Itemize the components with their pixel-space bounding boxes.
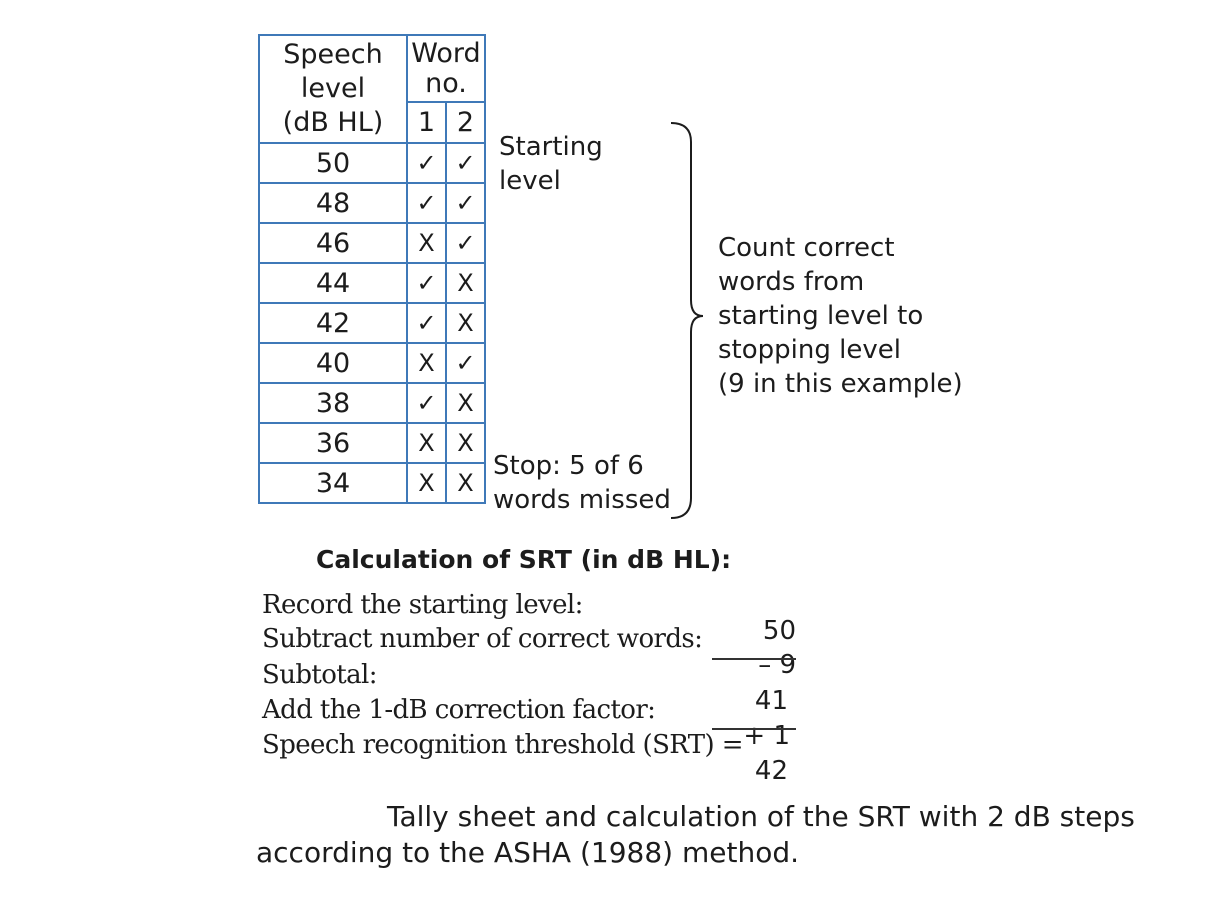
count-note-line: words from — [718, 267, 865, 297]
tally-table — [258, 34, 486, 504]
word-2-result: X — [446, 303, 485, 343]
word-1-result: ✓ — [407, 183, 446, 223]
stop-note-line: words missed — [493, 485, 671, 515]
level-cell: 40 — [259, 343, 407, 383]
word-header-line: no. — [425, 67, 467, 99]
word-2-result: X — [446, 263, 485, 303]
word-1-result: X — [407, 223, 446, 263]
calc-value-subtotal: 41 — [754, 686, 788, 716]
speech-level-header-line: Speech — [283, 39, 383, 70]
subtotal-rule — [712, 658, 796, 660]
table-row — [259, 143, 485, 183]
speech-level-header-line: (dB HL) — [282, 107, 384, 138]
calc-value-starting: 50 — [762, 616, 796, 646]
level-cell: 38 — [259, 383, 407, 423]
calc-value-correction: + 1 — [743, 721, 790, 751]
table-row — [259, 383, 485, 423]
figure-caption-line-2: according to the ASHA (1988) method. — [256, 836, 800, 869]
calc-label-starting: Record the starting level: — [262, 590, 583, 620]
word-1-result: ✓ — [407, 303, 446, 343]
level-cell: 48 — [259, 183, 407, 223]
calc-value-srt: 42 — [754, 756, 788, 786]
word-number-header — [407, 35, 485, 102]
word-2-result: ✓ — [446, 343, 485, 383]
word-header-line: Word — [411, 37, 481, 69]
table-row — [259, 463, 485, 503]
table-row — [259, 223, 485, 263]
count-note-line: starting level to — [718, 301, 924, 331]
curly-brace-icon — [665, 120, 705, 522]
level-cell: 46 — [259, 223, 407, 263]
stop-note — [493, 449, 671, 517]
table-row — [259, 303, 485, 343]
speech-level-header — [259, 35, 407, 143]
word-2-result: X — [446, 383, 485, 423]
starting-note-line: level — [499, 166, 561, 196]
word-2-result: ✓ — [446, 223, 485, 263]
table-row — [259, 343, 485, 383]
figure-caption-line-1: Tally sheet and calculation of the SRT with 2 dB steps — [387, 800, 1135, 833]
table-row — [259, 183, 485, 223]
word-1-result: X — [407, 463, 446, 503]
word-1-header: 1 — [407, 102, 446, 143]
count-note-line: stopping level — [718, 335, 901, 365]
level-cell: 50 — [259, 143, 407, 183]
count-note — [718, 231, 963, 401]
level-cell: 34 — [259, 463, 407, 503]
speech-level-header-line: level — [300, 73, 366, 104]
count-note-line: (9 in this example) — [718, 369, 963, 399]
level-cell: 44 — [259, 263, 407, 303]
starting-level-note — [499, 130, 603, 198]
word-1-result: ✓ — [407, 263, 446, 303]
count-note-line: Count correct — [718, 233, 895, 263]
table-row — [259, 423, 485, 463]
calc-label-subtotal: Subtotal: — [262, 660, 377, 690]
starting-note-line: Starting — [499, 132, 603, 162]
word-2-header: 2 — [446, 102, 485, 143]
level-cell: 42 — [259, 303, 407, 343]
level-cell: 36 — [259, 423, 407, 463]
word-2-result: ✓ — [446, 183, 485, 223]
calc-label-srt: Speech recognition threshold (SRT) = — [262, 730, 743, 760]
word-2-result: X — [446, 463, 485, 503]
word-1-result: ✓ — [407, 143, 446, 183]
word-1-result: X — [407, 423, 446, 463]
calc-value-subtract: – 9 — [758, 650, 796, 680]
word-2-result: X — [446, 423, 485, 463]
calc-label-subtract: Subtract number of correct words: — [262, 624, 703, 654]
stop-note-line: Stop: 5 of 6 — [493, 451, 644, 481]
calc-label-correction: Add the 1-dB correction factor: — [262, 695, 656, 725]
word-2-result: ✓ — [446, 143, 485, 183]
table-row — [259, 263, 485, 303]
word-1-result: X — [407, 343, 446, 383]
calculation-title: Calculation of SRT (in dB HL): — [316, 545, 732, 574]
word-1-result: ✓ — [407, 383, 446, 423]
